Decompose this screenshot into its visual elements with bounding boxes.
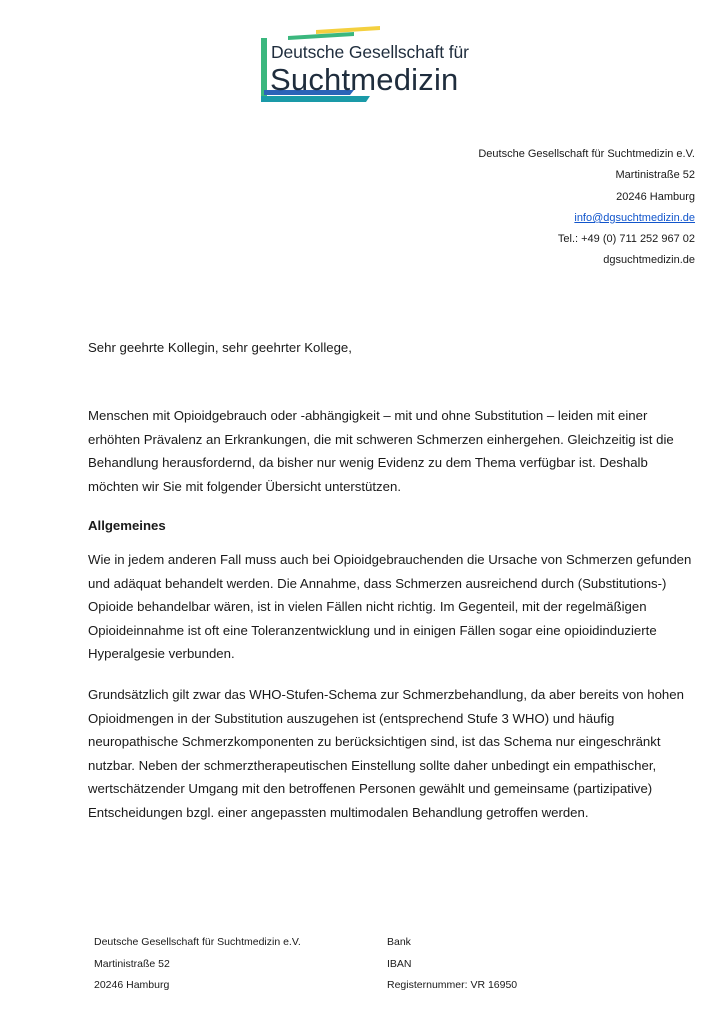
logo-text-line2: Suchtmedizin (270, 62, 459, 97)
letter-paragraph-2 (88, 548, 694, 666)
footer-address (94, 932, 301, 997)
section-heading: Allgemeines (88, 518, 166, 533)
letter-intro-paragraph (88, 404, 694, 498)
footer-bank: Bank (387, 936, 411, 948)
footer-city: 20246 Hamburg (94, 979, 170, 991)
footer-org: Deutsche Gesellschaft für Suchtmedizin e.V. (94, 936, 301, 948)
letter-salutation: Sehr geehrte Kollegin, sehr geehrter Kollege, (88, 340, 352, 355)
footer-register: Registernummer: VR 16950 (387, 979, 518, 991)
intro-text: Menschen mit Opioidgebrauch oder -abhängigkeit – mit und ohne Substitution – leiden mit einer erhöhten Prävalenz an Erkrankungen, die mit schweren Schmerzen einhergehen. Gleichzeitig ist die Behandlung herausfordernd, da bisher nur wenig Evidenz zu dem Thema verfügbar ist. Deshalb möchten wir Sie mit folgender Übersicht unterstützen. (88, 408, 674, 494)
paragraph-2-text: Wie in jedem anderen Fall muss auch bei Opioidgebrauchenden die Ursache von Schmerzen gefunden und adäquat behandelt werden. Die Annahme, dass Schmerzen ausreichend durch (Substitutions-) Opioide behandelbar wären, ist in vielen Fällen nicht richtig. Im Gegenteil, mit der regelmäßigen Opioideinnahme ist oft eine Toleranzentwicklung und in einigen Fällen sogar eine opioidinduzierte Hyperalgesie verbunden. (88, 552, 692, 662)
sender-email-link[interactable]: info@dgsuchtmedizin.de (574, 211, 695, 224)
sender-org: Deutsche Gesellschaft für Suchtmedizin e.V. (478, 148, 695, 160)
footer-street: Martinistraße 52 (94, 957, 170, 970)
sender-street: Martinistraße 52 (615, 169, 695, 182)
sender-address-block (478, 144, 695, 272)
sender-phone: Tel.: +49 (0) 711 252 967 02 (557, 233, 695, 246)
sender-website: dgsuchtmedizin.de (603, 254, 695, 267)
footer-iban: IBAN (387, 957, 412, 970)
logo-text-line1: Deutsche Gesellschaft für (271, 42, 469, 62)
dgs-logo (258, 24, 474, 104)
sender-city: 20246 Hamburg (616, 190, 695, 203)
footer-bank-info (387, 932, 517, 997)
paragraph-3-text: Grundsätzlich gilt zwar das WHO-Stufen-Schema zur Schmerzbehandlung, da aber bereits von hohen Opioidmengen in der Substitution auszugehen ist (entsprechend Stufe 3 WHO) und häufig neuropathische Schmerzkomponenten zu berücksichtigen sind, ist das Schema nur eingeschränkt nutzbar. Neben der schmerztherapeutischen Einstellung sollte daher unbedingt ein empathischer, wertschätzender Umgang mit den betroffenen Personen gewählt und gemeinsame (partizipative) Entscheidungen bzgl. einer angepassten multimodalen Behandlung getroffen werden. (88, 687, 684, 820)
letter-paragraph-3 (88, 683, 694, 825)
